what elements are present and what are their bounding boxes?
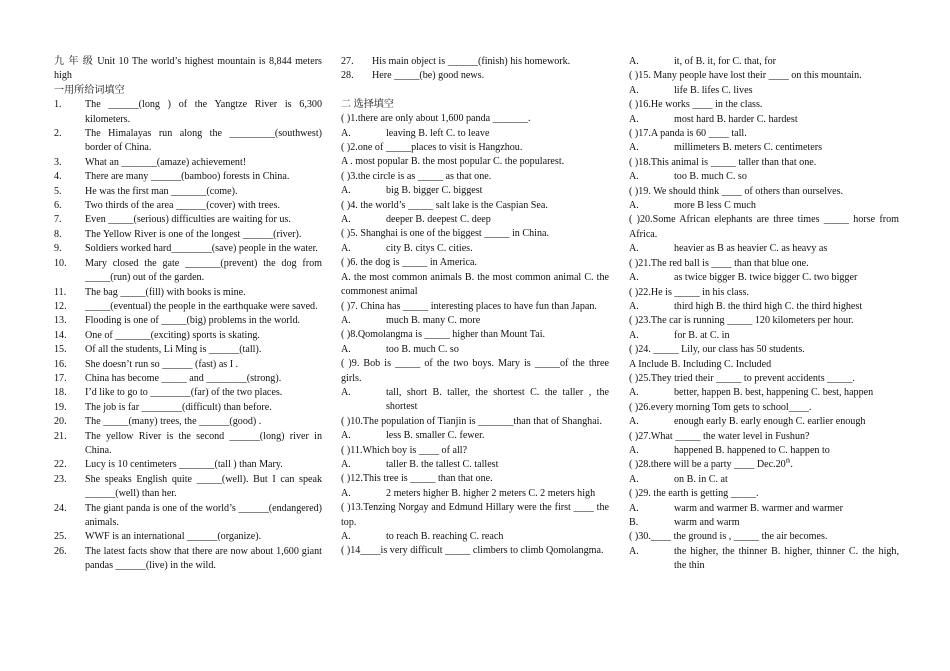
option-line <box>341 184 609 198</box>
item-text: The _____(many) trees, the ______(good) . <box>85 416 262 428</box>
superscript: th <box>785 459 791 466</box>
option-label: A. <box>629 56 639 67</box>
option-line <box>629 502 899 516</box>
item-text: Soldiers worked hard________(save) people in the water. <box>85 243 318 255</box>
option-label: A. <box>629 329 639 341</box>
item-text: China has become _____ and ________(strong). <box>85 372 282 384</box>
question-text: ( )18.This animal is _____ taller than that one. <box>629 156 817 168</box>
question-stem <box>629 487 899 501</box>
option-label: A. <box>629 473 639 485</box>
fill-blank-item <box>54 199 322 213</box>
item-number: 28. <box>341 70 354 82</box>
question-stem <box>341 501 609 530</box>
option-label: A. <box>629 416 639 428</box>
item-number: 24. <box>54 502 67 514</box>
option-label: B. <box>629 517 639 528</box>
item-text: There are many ______(bamboo) forests in China. <box>85 171 290 183</box>
question-text: ( )13.Tenzing Norgay and Edmund Hillary were the first ____ the top. <box>341 502 609 528</box>
fill-blank-item <box>54 314 322 328</box>
question-text: ( )17.A panda is 60 ____ tall. <box>629 128 747 140</box>
option-text: for B. at C. in <box>674 329 730 341</box>
question-stem <box>629 69 899 83</box>
option-line <box>629 386 899 400</box>
item-number: 15. <box>54 344 67 356</box>
item-text: What an _______(amaze) achievement! <box>85 156 247 168</box>
question-stem <box>629 401 899 415</box>
question-stem <box>629 314 899 328</box>
option-text: it, of B. it, for C. that, for <box>674 56 777 67</box>
question-text: ( )19. We should think ____ of others than ourselves. <box>629 185 844 197</box>
question-end: . <box>790 459 793 471</box>
question-stem <box>629 430 899 444</box>
option-line <box>341 487 609 501</box>
item-number: 9. <box>54 243 62 255</box>
question-stem <box>629 458 899 472</box>
fill-blank-item <box>341 69 609 83</box>
question-text: ( )15. Many people have lost their ____ on this mountain. <box>629 70 862 82</box>
fill-blank-item <box>54 415 322 429</box>
question-stem <box>341 300 609 314</box>
option-line <box>341 343 609 357</box>
option-label: A. <box>341 343 351 355</box>
option-label: A. <box>341 314 351 326</box>
option-line <box>341 213 609 227</box>
option-line <box>629 242 899 256</box>
question-text: ( )25.They tried their _____ to prevent accidents _____. <box>629 372 855 384</box>
fill-blank-item <box>54 530 322 544</box>
question-text: ( )1.there are only about 1,600 panda _______. <box>341 113 531 125</box>
question-stem <box>341 544 609 558</box>
fill-blank-item <box>54 242 322 256</box>
question-stem <box>629 530 899 544</box>
option-label: A. <box>629 243 639 255</box>
item-text: The Himalayas run along the _________(southwest) border of China. <box>85 128 322 154</box>
question-text: ( )23.The car is running _____ 120 kilometers per hour. <box>629 315 854 327</box>
column-left <box>54 55 322 574</box>
question-stem <box>629 372 899 386</box>
item-number: 26. <box>54 545 67 557</box>
option-label: A. <box>341 214 351 226</box>
option-line: A. the most common animals B. the most common animal C. the commonest animal <box>341 271 609 298</box>
fill-blank-list-continued <box>341 55 609 84</box>
item-text: Two thirds of the area ______(cover) with trees. <box>85 200 280 212</box>
item-number: 10. <box>54 257 67 269</box>
option-text: warm and warmer B. warmer and warmer <box>674 502 843 514</box>
option-label: A. <box>629 300 639 312</box>
option-text: city B. citys C. cities. <box>386 242 473 254</box>
item-text: The bag _____(fill) with books is mine. <box>85 286 246 298</box>
option-text: to reach B. reaching C. reach <box>386 531 504 542</box>
option-text: most hard B. harder C. hardest <box>674 113 798 125</box>
question-stem <box>629 127 899 141</box>
question-text: ( )3.the circle is as _____ as that one. <box>341 170 492 182</box>
fill-blank-item <box>54 286 322 300</box>
item-number: 1. <box>54 99 62 111</box>
option-line <box>629 199 899 213</box>
question-stem <box>341 112 609 126</box>
item-text: The giant panda is one of the world’s ______(endangered) animals. <box>85 502 322 528</box>
item-text: The job is far ________(difficult) than before. <box>85 401 272 413</box>
choice-question-list <box>341 112 609 559</box>
question-stem <box>341 227 609 241</box>
option-line <box>629 545 899 574</box>
question-stem <box>341 170 609 184</box>
option-text: deeper B. deepest C. deep <box>386 214 491 226</box>
item-number: 3. <box>54 156 62 168</box>
fill-blank-item <box>54 430 322 459</box>
question-stem <box>341 256 609 270</box>
fill-blank-item <box>54 185 322 199</box>
question-stem <box>341 415 609 429</box>
option-text: too B. much C. so <box>674 171 747 183</box>
question-text: ( )11.Which boy is ____ of all? <box>341 444 468 456</box>
option-label: A. <box>341 127 351 139</box>
option-text: better, happen B. best, happening C. best, happen <box>674 387 874 399</box>
option-text: tall, short B. taller, the shortest C. the taller , the shortest <box>386 386 609 413</box>
option-text: leaving B. left C. to leave <box>386 127 490 139</box>
option-label: A. <box>629 113 639 125</box>
option-label: A. <box>341 458 351 470</box>
fill-blank-item <box>54 502 322 531</box>
option-label: A. <box>341 386 351 398</box>
item-number: 22. <box>54 459 67 471</box>
question-text: ( )27.What _____ the water level in Fushun? <box>629 430 810 442</box>
fill-blank-item <box>54 257 322 286</box>
option-text: more B less C much <box>674 200 756 212</box>
option-line <box>629 271 899 285</box>
fill-blank-item <box>54 343 322 357</box>
option-text: too B. much C. so <box>386 343 459 355</box>
item-text: She speaks English quite _____(well). But I can speak ______(well) than her. <box>85 473 322 500</box>
fill-blank-item <box>54 300 322 314</box>
item-text: The yellow River is the second ______(long) river in China. <box>85 430 322 456</box>
question-text: ( )21.The red ball is ____ than that blue one. <box>629 257 809 269</box>
question-stem <box>341 357 609 386</box>
question-text: ( )29. the earth is getting _____. <box>629 488 759 500</box>
item-text: The latest facts show that there are now about 1,600 giant pandas ______(live) in the wild. <box>85 545 322 572</box>
item-text: Mary closed the gate _______(prevent) the dog from _____(run) out of the garden. <box>85 257 322 284</box>
column-right <box>629 55 899 574</box>
item-number: 17. <box>54 372 67 384</box>
question-stem <box>341 328 609 342</box>
item-number: 21. <box>54 430 67 442</box>
item-text: He was the first man _______(come). <box>85 185 238 197</box>
fill-blank-item <box>54 170 322 184</box>
option-text: enough early B. early enough C. earlier enough <box>674 416 866 428</box>
option-label: A. <box>341 185 351 197</box>
item-text: Here _____(be) good news. <box>372 70 485 82</box>
question-text: ( )20.Some African elephants are three times _____ horse from Africa. <box>629 214 899 240</box>
item-number: 14. <box>54 329 67 341</box>
option-text: less B. smaller C. fewer. <box>386 430 485 442</box>
question-stem <box>341 444 609 458</box>
question-text: ( )4. the world’s _____ salt lake is the Caspian Sea. <box>341 199 548 211</box>
option-text: the higher, the thinner B. higher, thinner C. the high, the thin <box>674 545 899 572</box>
item-number: 12. <box>54 300 67 312</box>
option-line <box>629 113 899 127</box>
item-number: 2. <box>54 128 62 140</box>
option-line <box>629 300 899 314</box>
question-text: ( )22.He is _____ in his class. <box>629 286 749 298</box>
option-text: heavier as B as heavier C. as heavy as <box>674 243 828 255</box>
option-line <box>629 329 899 343</box>
option-line <box>341 386 609 415</box>
option-line: A . most popular B. the most popular C. the popularest. <box>341 156 565 168</box>
option-line <box>629 415 899 429</box>
question-text: ( )9. Bob is _____ of the two boys. Mary is _____of the three girls. <box>341 358 609 384</box>
option-text: happened B. happened to C. happen to <box>674 444 830 456</box>
item-number: 27. <box>341 56 354 67</box>
option-text: millimeters B. meters C. centimeters <box>674 142 823 154</box>
worksheet-title: 九 年 级 Unit 10 The world’s highest mountain is 8,844 meters high <box>54 56 322 82</box>
fill-blank-item <box>54 358 322 372</box>
option-label: A. <box>629 545 639 557</box>
column-middle <box>341 55 609 559</box>
option-label: A. <box>629 84 639 96</box>
question-stem <box>629 286 899 300</box>
item-text: Flooding is one of _____(big) problems in the world. <box>85 315 301 327</box>
question-stem <box>629 185 899 199</box>
choice-question-list-continued <box>629 69 899 573</box>
option-label: A. <box>341 430 351 442</box>
question-stem <box>341 141 609 155</box>
option-label: A. <box>341 531 351 542</box>
item-number: 4. <box>54 171 62 183</box>
option-line <box>341 530 609 544</box>
option-label: A. <box>629 272 639 284</box>
question-text: ( )26.every morning Tom gets to school____. <box>629 401 812 413</box>
item-text: The Yellow River is one of the longest ______(river). <box>85 228 302 240</box>
fill-blank-item <box>54 473 322 502</box>
fill-blank-item <box>54 213 322 227</box>
question-text: ( )7. China has _____ interesting places to have fun than Japan. <box>341 300 597 312</box>
option-line <box>341 127 609 141</box>
fill-blank-item <box>54 98 322 127</box>
option-line <box>341 458 609 472</box>
item-text: _____(eventual) the people in the earthquake were saved. <box>85 300 318 312</box>
fill-blank-item <box>54 228 322 242</box>
question-stem <box>341 472 609 486</box>
fill-blank-item <box>54 458 322 472</box>
item-number: 23. <box>54 473 67 485</box>
question-text: ( )5. Shanghai is one of the biggest _____ in China. <box>341 228 550 240</box>
item-text: WWF is an international ______(organize). <box>85 531 262 543</box>
option-text: as twice bigger B. twice bigger C. two bigger <box>674 272 858 284</box>
fill-blank-item <box>54 156 322 170</box>
question-text: ( )10.The population of Tianjin is _______than that of Shanghai. <box>341 415 603 427</box>
option-text: 2 meters higher B. higher 2 meters C. 2 meters high <box>386 487 596 499</box>
question-text: ( )2.one of _____places to visit is Hangzhou. <box>341 142 523 154</box>
question-text: ( )30.____ the ground is , _____ the air becomes. <box>629 531 828 543</box>
item-text: One of _______(exciting) sports is skating. <box>85 329 260 341</box>
option-label: A. <box>629 387 639 399</box>
item-number: 7. <box>54 214 62 226</box>
option-text: warm and warm <box>674 517 740 528</box>
option-line <box>341 314 609 328</box>
question-stem <box>341 199 609 213</box>
option-label: A. <box>629 444 639 456</box>
question-stem <box>629 257 899 271</box>
item-number: 25. <box>54 531 67 543</box>
option-text: third high B. the third high C. the third highest <box>674 300 863 312</box>
option-label: A. <box>341 487 351 499</box>
option-label: A. <box>629 200 639 212</box>
item-number: 20. <box>54 416 67 428</box>
option-label: A. <box>341 242 351 254</box>
item-number: 18. <box>54 387 67 399</box>
item-text: The ______(long ) of the Yangtze River is 6,300 kilometers. <box>85 99 322 125</box>
question-text: ( )24. _____ Lily, our class has 50 students. <box>629 344 805 356</box>
option-line <box>341 242 609 256</box>
option-line <box>629 55 899 69</box>
fill-blank-item <box>54 401 322 415</box>
fill-blank-item <box>54 127 322 156</box>
option-line <box>629 516 899 530</box>
fill-blank-item <box>54 372 322 386</box>
item-text: Of all the students, Li Ming is ______(tall). <box>85 344 262 356</box>
option-label: A. <box>629 142 639 154</box>
option-text: much B. many C. more <box>386 314 481 326</box>
option-line <box>629 444 899 458</box>
item-text: Even _____(serious) difficulties are waiting for us. <box>85 214 291 226</box>
question-text: ( )28.there will be a party ____ Dec.20 <box>629 459 786 471</box>
option-line <box>341 429 609 443</box>
option-text: big B. bigger C. biggest <box>386 185 483 197</box>
option-line <box>629 473 899 487</box>
question-stem <box>629 343 899 357</box>
question-stem <box>629 156 899 170</box>
option-label: A. <box>629 171 639 183</box>
question-stem <box>629 213 899 242</box>
fill-blank-item <box>341 55 609 69</box>
option-line <box>629 141 899 155</box>
item-number: 13. <box>54 315 67 327</box>
fill-blank-item <box>54 386 322 400</box>
question-text: ( )8.Qomolangma is _____ higher than Mount Tai. <box>341 329 546 341</box>
spacer <box>341 84 609 98</box>
item-text: Lucy is 10 centimeters _______(tall ) than Mary. <box>85 459 283 471</box>
option-text: taller B. the tallest C. tallest <box>386 458 499 470</box>
fill-blank-list <box>54 98 322 573</box>
option-line <box>629 170 899 184</box>
item-text: His main object is ______(finish) his homework. <box>372 56 571 67</box>
item-number: 6. <box>54 200 62 212</box>
option-text: life B. lifes C. lives <box>674 84 753 96</box>
option-label: A. <box>629 502 639 514</box>
fill-blank-item <box>54 545 322 574</box>
item-number: 16. <box>54 358 67 370</box>
item-number: 5. <box>54 185 62 197</box>
question-text: ( )6. the dog is _____ in America. <box>341 257 477 269</box>
option-line: A Include B. Including C. Included <box>629 358 772 370</box>
item-text: She doesn’t run so ______ (fast) as I . <box>85 358 239 370</box>
option-text: on B. in C. at <box>674 473 728 485</box>
option-line <box>629 84 899 98</box>
section-title-multiple-choice: 二 选择填空 <box>341 98 394 110</box>
fill-blank-item <box>54 329 322 343</box>
item-number: 19. <box>54 401 67 413</box>
item-number: 8. <box>54 228 62 240</box>
item-text: I’d like to go to ________(far) of the two places. <box>85 387 283 399</box>
question-text: ( )16.He works ____ in the class. <box>629 99 763 111</box>
question-text: ( )12.This tree is _____ than that one. <box>341 473 493 485</box>
item-number: 11. <box>54 286 67 298</box>
question-stem <box>629 98 899 112</box>
question-text: ( )14____is very difficult _____ climbers to climb Qomolangma. <box>341 545 604 557</box>
section-title-fill-blanks: 一用所给词填空 <box>54 84 125 96</box>
